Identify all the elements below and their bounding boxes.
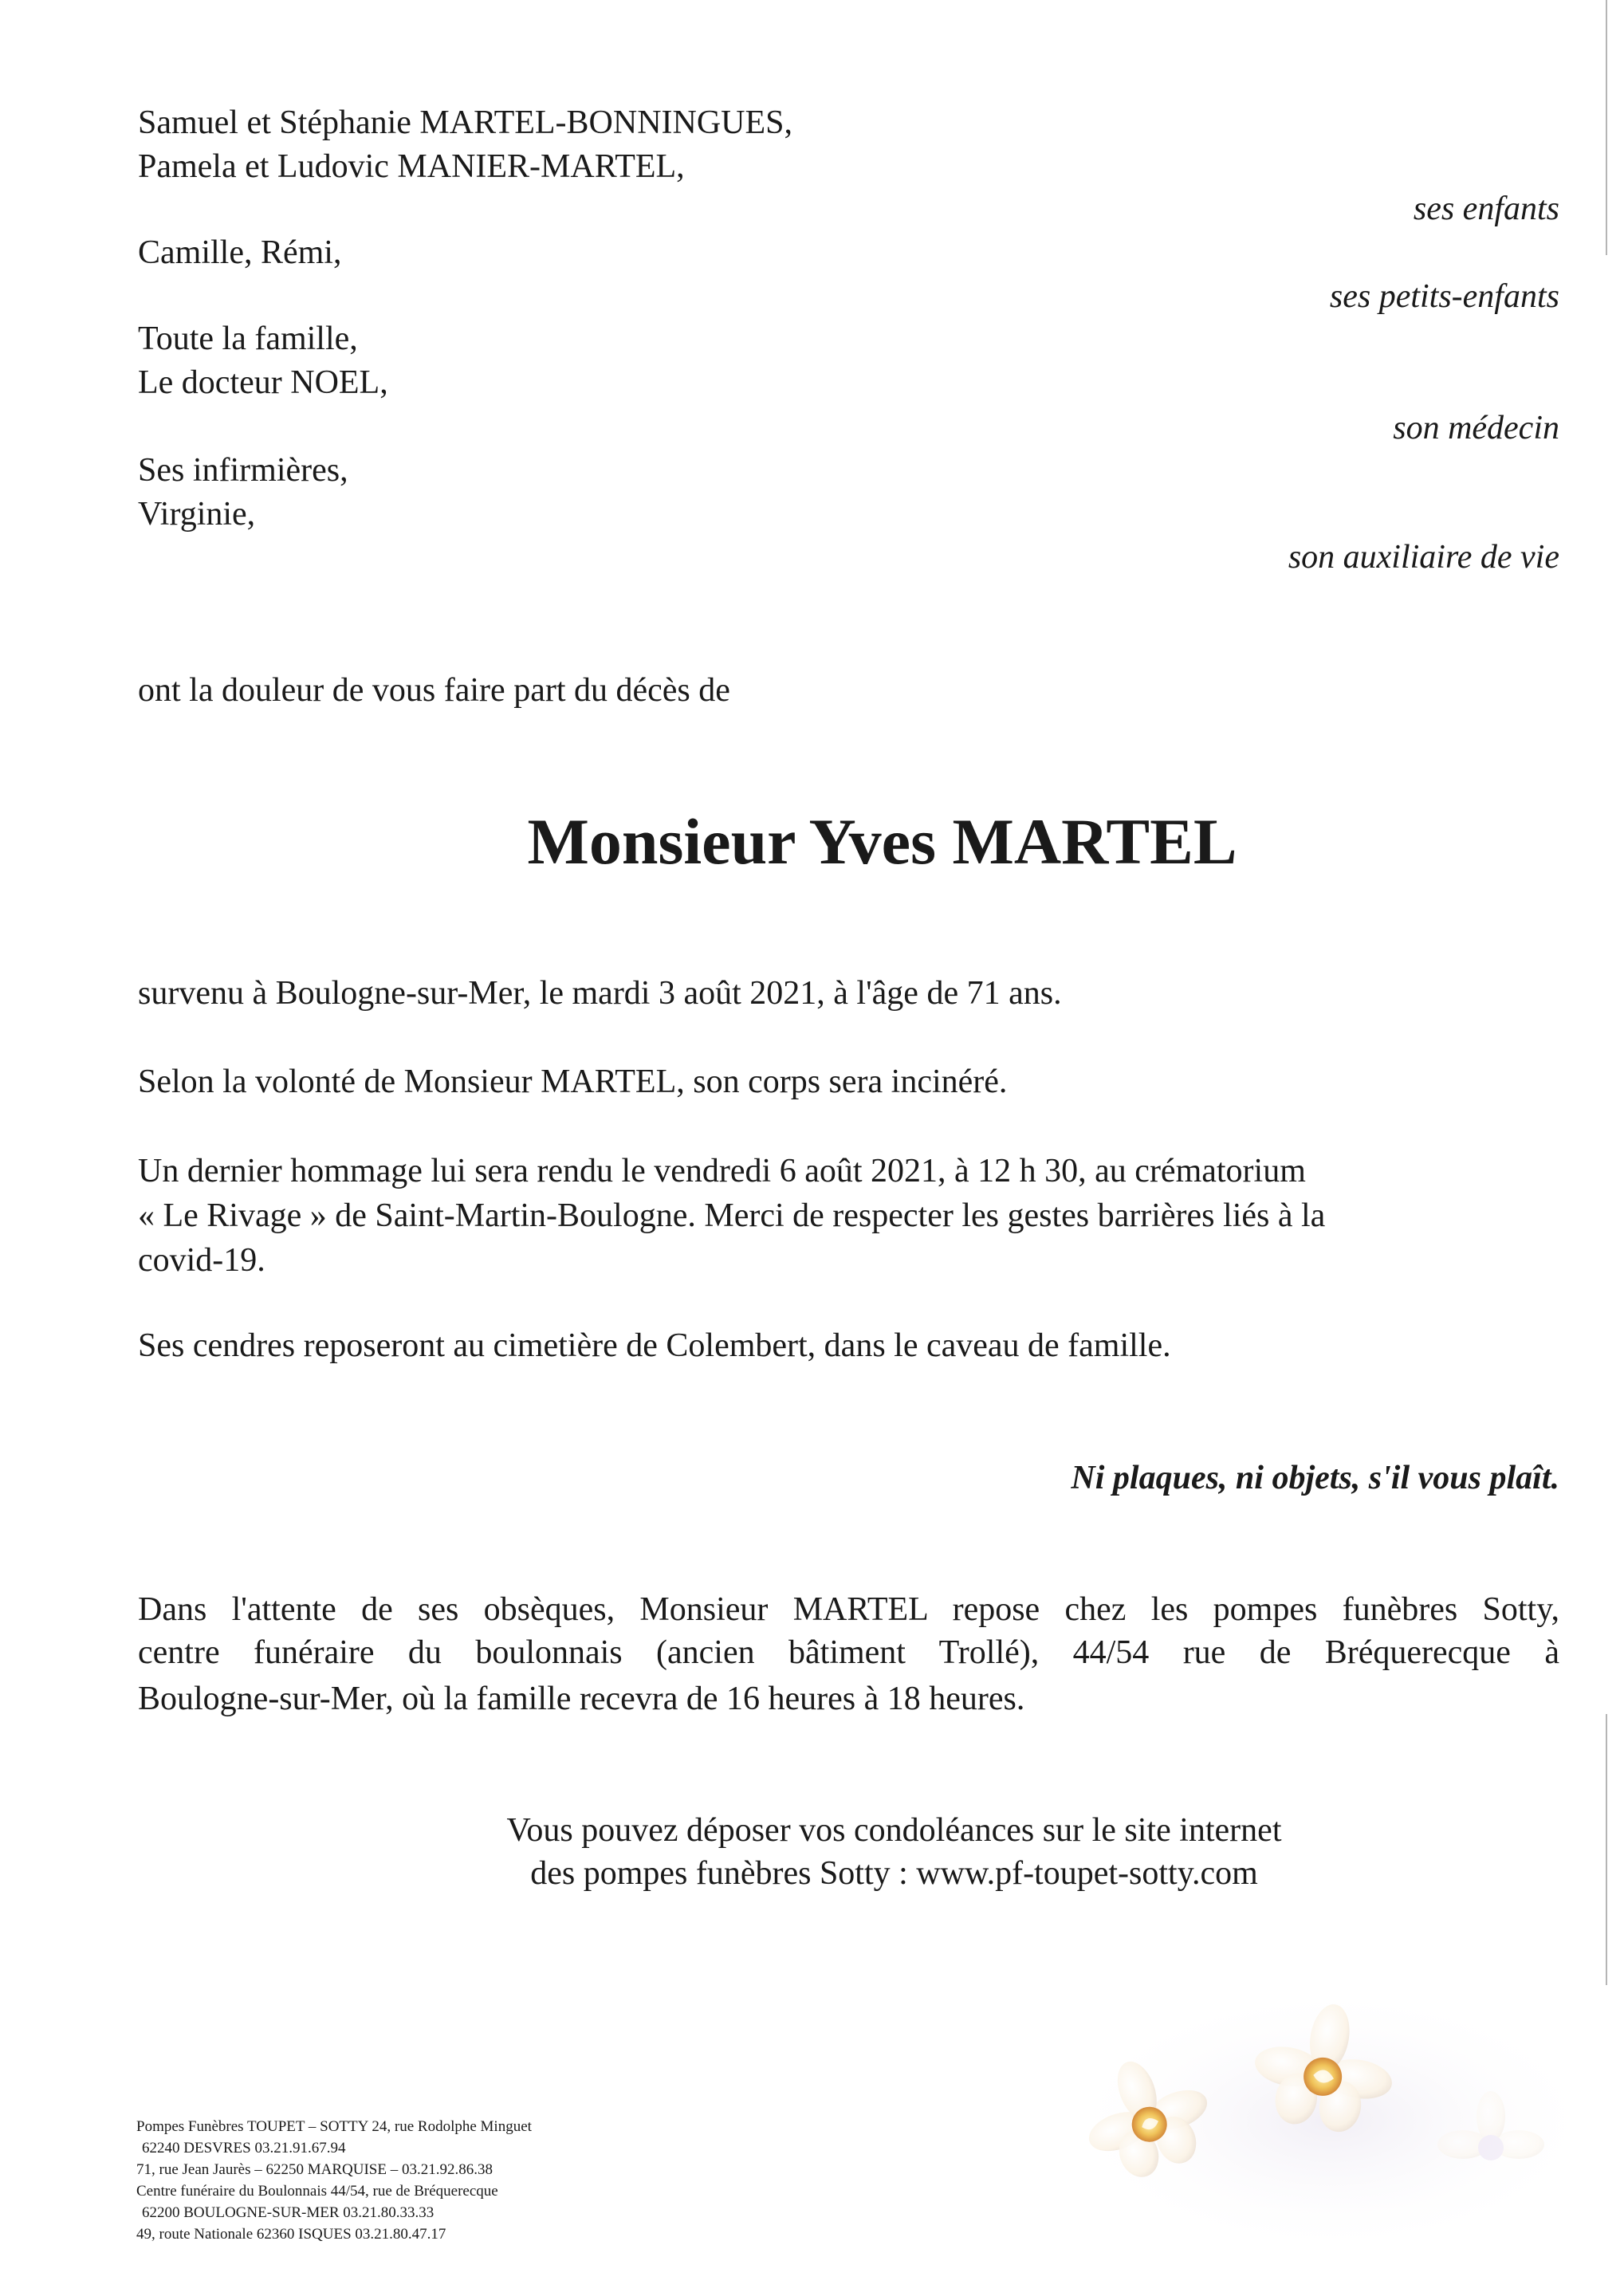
footer-line-5: 62200 BOULOGNE-SUR-MER 03.21.80.33.33 <box>142 2204 435 2221</box>
death-details: survenu à Boulogne-sur-Mer, le mardi 3 août 2021, à l'âge de 71 ans. <box>138 975 1062 1012</box>
family-aide: Virginie, <box>138 496 256 533</box>
rest-line-2: centre funéraire du boulonnais (ancien bâtiment Trollé), 44/54 rue de Bréquerecque à <box>138 1634 1559 1671</box>
family-doctor: Le docteur NOEL, <box>138 364 388 401</box>
announcement-intro: ont la douleur de vous faire part du décès de <box>138 672 730 709</box>
orchid-decoration <box>1060 1961 1602 2248</box>
family-nurses: Ses infirmières, <box>138 452 348 489</box>
footer-line-3: 71, rue Jean Jaurès – 62250 MARQUISE – 03.21.92.86.38 <box>136 2161 493 2178</box>
condolences-line-1: Vous pouvez déposer vos condoléances sur le site internet <box>506 1812 1282 1849</box>
footer-line-1: Pompes Funèbres TOUPET – SOTTY 24, rue Rodolphe Minguet <box>136 2118 532 2135</box>
footer-line-4: Centre funéraire du Boulonnais 44/54, rue de Bréquerecque <box>136 2183 498 2200</box>
scan-edge-mark-top <box>1606 0 1607 255</box>
tribute-line-1: Un dernier hommage lui sera rendu le vendredi 6 août 2021, à 12 h 30, au crématorium <box>138 1153 1306 1189</box>
tribute-line-3: covid-19. <box>138 1242 265 1279</box>
no-flowers-request: Ni plaques, ni objets, s'il vous plaît. <box>1071 1460 1559 1496</box>
family-children-line-2: Pamela et Ludovic MANIER-MARTEL, <box>138 148 685 185</box>
family-whole-family: Toute la famille, <box>138 320 358 357</box>
role-doctor: son médecin <box>1393 410 1559 446</box>
deceased-name: Monsieur Yves MARTEL <box>527 805 1237 878</box>
family-children-line-1: Samuel et Stéphanie MARTEL-BONNINGUES, <box>138 104 793 141</box>
role-children: ses enfants <box>1413 191 1559 227</box>
cremation-note: Selon la volonté de Monsieur MARTEL, son corps sera incinéré. <box>138 1063 1008 1100</box>
footer-line-6: 49, route Nationale 62360 ISQUES 03.21.80.47.17 <box>136 2226 446 2243</box>
scan-edge-mark-bottom <box>1606 1714 1607 1985</box>
role-aide: son auxiliaire de vie <box>1288 539 1559 576</box>
footer-line-2: 62240 DESVRES 03.21.91.67.94 <box>142 2140 346 2156</box>
role-grandchildren: ses petits-enfants <box>1329 278 1559 315</box>
ashes-note: Ses cendres reposeront au cimetière de Colembert, dans le caveau de famille. <box>138 1327 1171 1364</box>
condolences-line-2: des pompes funèbres Sotty : www.pf-toupet-sotty.com <box>530 1855 1258 1892</box>
tribute-line-2: « Le Rivage » de Saint-Martin-Boulogne. Merci de respecter les gestes barrières liés à la <box>138 1197 1326 1234</box>
family-grandchildren: Camille, Rémi, <box>138 234 342 271</box>
rest-line-1: Dans l'attente de ses obsèques, Monsieur MARTEL repose chez les pompes funèbres Sotty, <box>138 1591 1559 1628</box>
rest-line-3: Boulogne-sur-Mer, où la famille recevra de 16 heures à 18 heures. <box>138 1681 1025 1717</box>
